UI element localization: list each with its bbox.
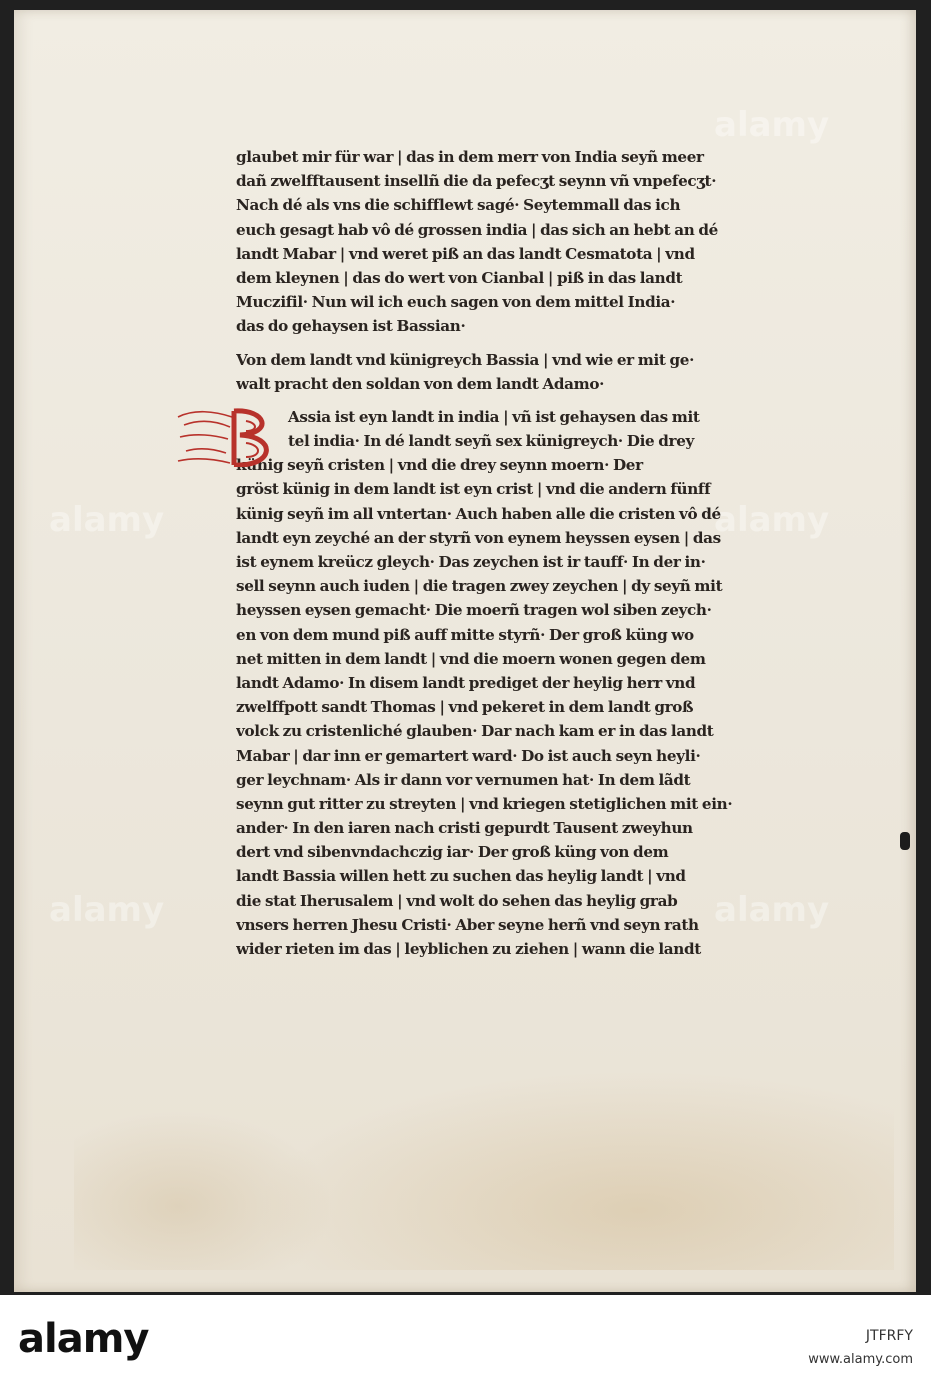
text-line: sell seynn auch iuden | die tragen zwey zeychen | dy seyñ mit (236, 577, 723, 596)
text-line: landt Mabar | vnd weret piß an das landt Cesmatota | vnd (236, 244, 695, 263)
watermark: alamy (49, 890, 165, 930)
watermark: alamy (714, 890, 830, 930)
text-line: seynn gut ritter zu streyten | vnd kriegen stetiglichen mit ein· (236, 794, 733, 813)
heading-line: walt pracht den soldan von dem landt Adamo· (236, 374, 605, 393)
text-line: die stat Iherusalem | vnd wolt do sehen das heylig grab (236, 891, 678, 910)
text-line: Mabar | dar inn er gemartert ward· Do ist auch seyn heyli· (236, 746, 701, 765)
text-line: volck zu cristenliché glauben· Dar nach kam er in das landt (236, 722, 714, 741)
watermark: alamy (714, 500, 830, 540)
text-line: ist eynem kreücz gleych· Das zeychen ist ir tauff· In der in· (236, 553, 706, 571)
text-line: künig seyñ im all vntertan· Auch haben alle die cristen vô dé (236, 504, 721, 523)
text-block (236, 145, 826, 961)
text-line: dert vnd sibenvndachczig iar· Der groß küng von dem (236, 843, 669, 862)
text-line: künig seyñ cristen | vnd die drey seynn moern· Der (236, 456, 643, 475)
text-line: wider rieten im das | leyblichen zu ziehen | wann die landt (236, 940, 701, 958)
watermark: alamy (714, 105, 830, 145)
text-line: ger leychnam· Als ir dann vor vernumen hat· In dem lãdt (236, 770, 691, 789)
chapter-heading (236, 348, 826, 396)
watermark: alamy (49, 500, 165, 540)
text-line: zwelffpott sandt Thomas | vnd pekeret in dem landt groß (236, 698, 694, 717)
text-line: Muczifil· Nun wil ich euch sagen von dem mittel India· (236, 293, 676, 312)
text-line: landt Adamo· In disem landt prediget der heylig herr vnd (236, 673, 696, 692)
heading-line: Von dem landt vnd künigreych Bassia | vnd wie er mit ge· (236, 350, 695, 369)
text-line: gröst künig in dem landt ist eyn crist | vnd die andern fünff (236, 480, 711, 499)
text-line: Assia ist eyn landt in india | vñ ist gehaysen das mit (288, 407, 700, 426)
binding-hole (900, 832, 910, 850)
decorated-initial-b-icon (174, 407, 284, 467)
text-line: Nach dé als vns die schifflewt sagé· Seytemmall das ich (236, 196, 681, 215)
stock-url: www.alamy.com (808, 1352, 913, 1367)
text-line: glaubet mir für war | das in dem merr von India seyñ meer (236, 148, 704, 166)
text-line: euch gesagt hab vô dé grossen india | das sich an hebt an dé (236, 220, 718, 239)
text-line: landt Bassia willen hett zu suchen das heylig landt | vnd (236, 867, 686, 886)
text-line: heyssen eysen gemacht· Die moerñ tragen wol siben zeych· (236, 601, 712, 620)
image-id: JTFRFY (865, 1328, 913, 1344)
paragraph-2 (236, 405, 826, 961)
text-line: en von dem mund piß auff mitte styrñ· Der groß küng wo (236, 625, 694, 644)
text-line: tel india· In dé landt seyñ sex künigreych· Die drey (288, 432, 695, 451)
text-line: dem kleynen | das do wert von Cianbal | piß in das landt (236, 268, 683, 287)
text-line: dañ zwelfftausent insellñ die da pefecʒt seynn vñ vnpefecʒt· (236, 172, 717, 191)
paragraph-1 (236, 145, 826, 339)
text-line: ander· In den iaren nach cristi gepurdt Tausent zweyhun (236, 819, 693, 838)
text-line: net mitten in dem landt | vnd die moern wonen gegen dem (236, 649, 706, 668)
stock-logo: alamy (18, 1316, 149, 1362)
text-line: das do gehaysen ist Bassian· (236, 317, 466, 336)
water-stain (254, 1070, 894, 1270)
text-line: vnsers herren Jhesu Cristi· Aber seyne herñ vnd seyn rath (236, 915, 699, 934)
text-line: landt eyn zeyché an der styrñ von eynem heyssen eysen | das (236, 528, 721, 547)
water-stain-left (74, 1110, 334, 1270)
